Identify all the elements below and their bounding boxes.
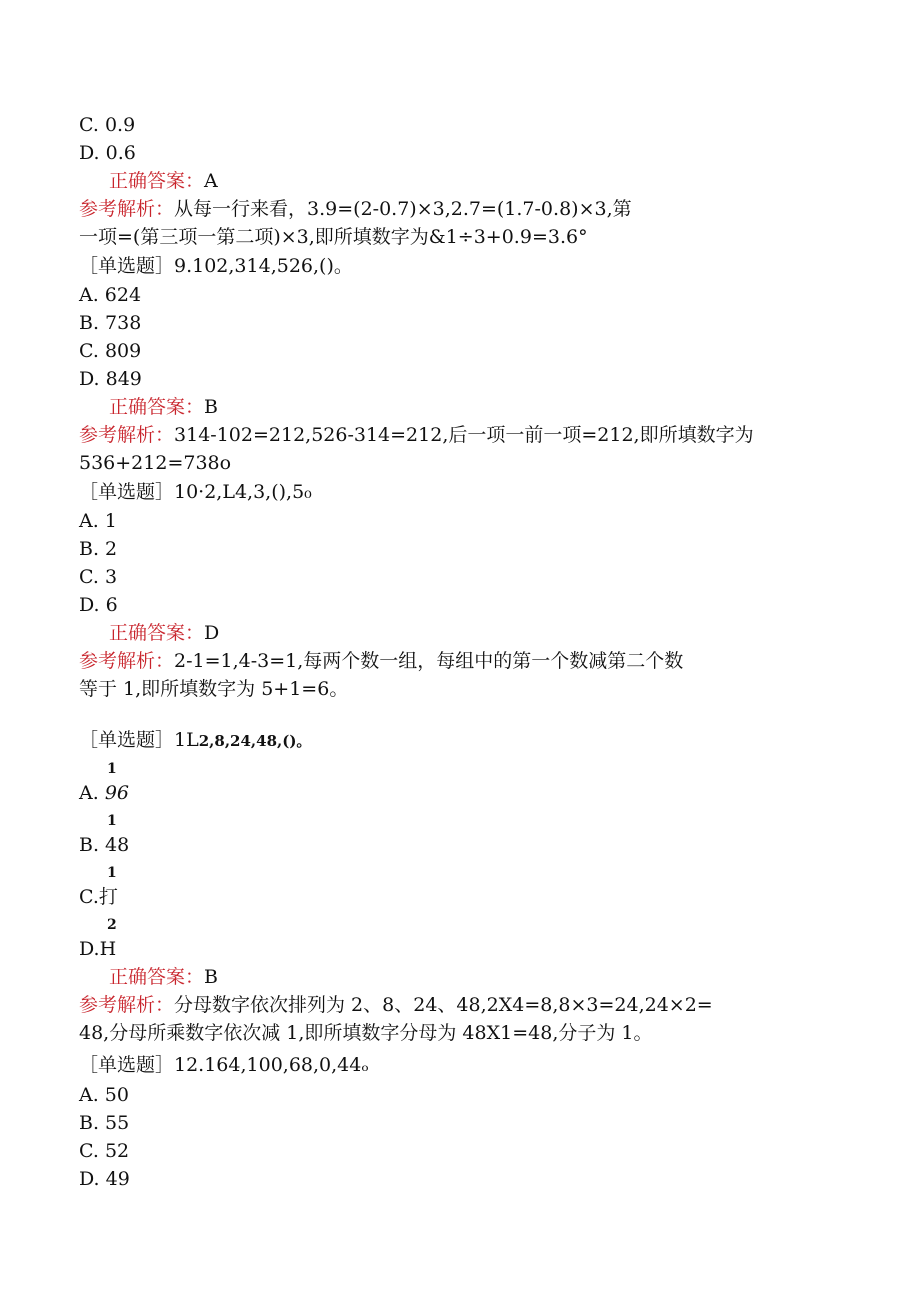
q9-option-b: B. 738 (79, 312, 142, 334)
q10-option-d: D. 6 (79, 594, 118, 616)
q8-analysis-line-1 (79, 197, 632, 221)
q12-option-d: D. 49 (79, 1168, 130, 1190)
q12-option-c: C. 52 (79, 1140, 130, 1162)
q11-option-a-numerator: 1 (107, 761, 117, 777)
option-letter: A. (79, 782, 105, 804)
analysis-label: 参考解析： (79, 198, 175, 220)
answer-label: 正确答案： (109, 966, 205, 988)
q12-option-b: B. 55 (79, 1112, 130, 1134)
q9-option-a: A. 624 (79, 284, 142, 306)
q11-option-c: C.打 (79, 886, 118, 908)
q10-stem: ［单选题］10·2,L4,3,(),5₀ (79, 481, 312, 503)
analysis-text: 314-102=212,526-314=212,后一项一前一项=212,即所填数字为 (174, 424, 754, 446)
stem-prefix: ［单选题］1L (79, 729, 199, 751)
q9-analysis-line-1 (79, 423, 754, 447)
answer-label: 正确答案： (109, 170, 205, 192)
analysis-label: 参考解析： (79, 994, 175, 1016)
q8-option-d: D. 0.6 (79, 142, 136, 164)
analysis-text: 分母数字依次排列为 2、8、24、48,2X4=8,8×3=24,24×2= (174, 994, 713, 1016)
q9-answer (109, 395, 218, 419)
q10-option-c: C. 3 (79, 566, 118, 588)
q12-option-a: A. 50 (79, 1084, 129, 1106)
analysis-text: 从每一行来看，3.9=(2-0.7)×3,2.7=(1.7-0.8)×3,第 (174, 198, 632, 220)
q10-option-a: A. 1 (79, 510, 117, 532)
analysis-label: 参考解析： (79, 424, 175, 446)
answer-value: D (204, 622, 220, 644)
q9-stem: ［单选题］9.102,314,526,()。 (79, 255, 353, 277)
q8-answer (109, 169, 218, 193)
q11-option-a (79, 781, 129, 805)
q9-analysis-line-2: 536+212=738o (79, 452, 232, 474)
analysis-text: 2-1=1,4-3=1,每两个数一组，每组中的第一个数减第二个数 (174, 650, 684, 672)
q8-analysis-line-2: 一项=(第三项一第二项)×3,即所填数字为&1÷3+0.9=3.6° (79, 226, 588, 248)
q12-stem: ［单选题］12.164,100,68,0,44ₒ (79, 1054, 369, 1076)
q11-option-d-numerator: 2 (107, 917, 117, 933)
answer-value: B (204, 396, 218, 418)
answer-label: 正确答案： (109, 622, 205, 644)
option-value: 96 (104, 782, 129, 804)
q9-option-c: C. 809 (79, 340, 142, 362)
answer-value: B (204, 966, 218, 988)
analysis-label: 参考解析： (79, 650, 175, 672)
q10-option-b: B. 2 (79, 538, 118, 560)
q11-analysis-line-1 (79, 993, 713, 1017)
q11-option-b-numerator: 1 (107, 813, 117, 829)
q10-analysis-line-1 (79, 649, 683, 673)
q11-option-c-numerator: 1 (107, 865, 117, 881)
q11-stem (79, 728, 311, 753)
answer-label: 正确答案： (109, 396, 205, 418)
q11-option-b: B. 48 (79, 834, 130, 856)
q11-option-d: D.H (79, 938, 117, 960)
stem-rest: 2,8,24,48,()。 (198, 732, 312, 750)
q11-answer (109, 965, 218, 989)
answer-value: A (204, 170, 218, 192)
q9-option-d: D. 849 (79, 368, 142, 390)
q8-option-c: C. 0.9 (79, 114, 136, 136)
q11-analysis-line-2: 48,分母所乘数字依次减 1,即所填数字分母为 48X1=48,分子为 1。 (79, 1022, 653, 1044)
q10-analysis-line-2: 等于 1,即所填数字为 5+1=6。 (79, 678, 349, 700)
q10-answer (109, 621, 219, 645)
